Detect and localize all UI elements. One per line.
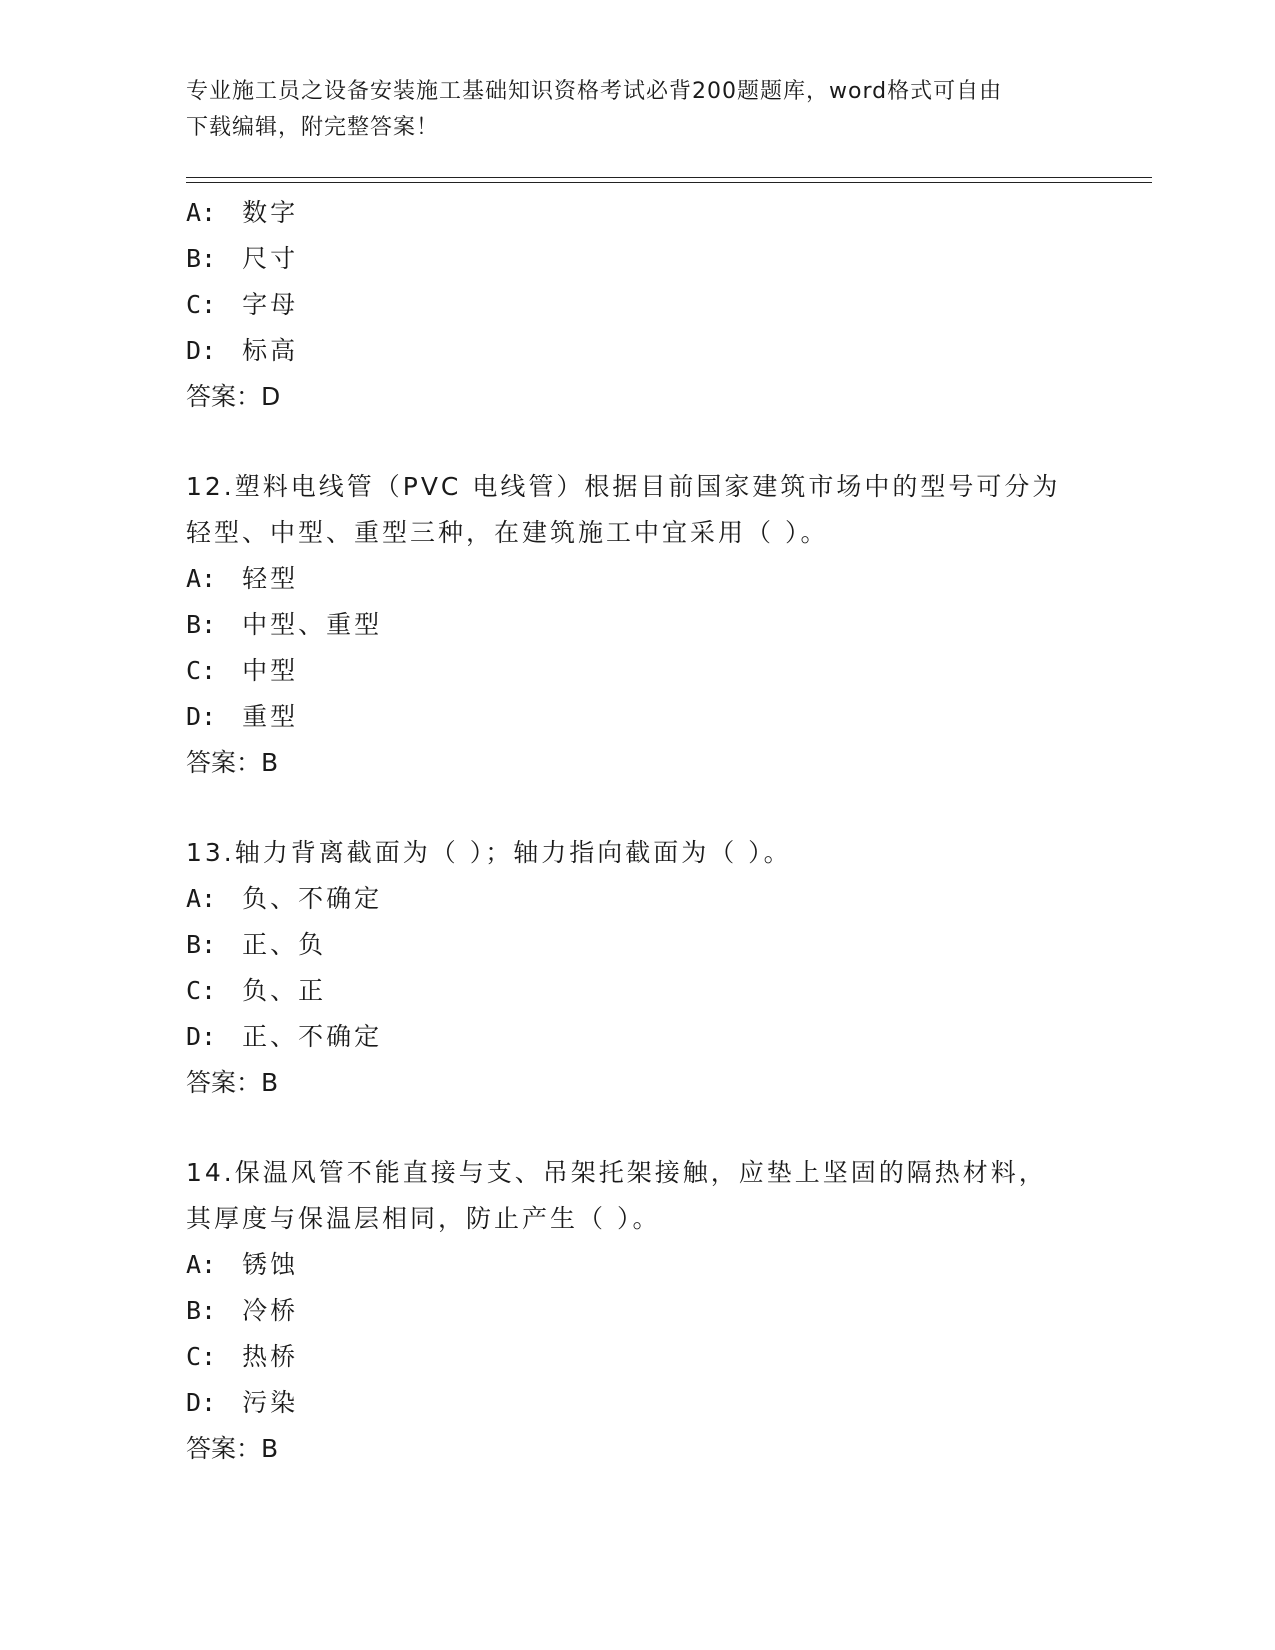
question-text-line-2: 其厚度与保温层相同，防止产生（ ）。 xyxy=(186,1204,661,1233)
option-text: 负、正 xyxy=(242,976,327,1005)
option-letter: A: xyxy=(186,198,217,227)
question-list xyxy=(186,190,1086,1472)
option-d xyxy=(186,328,1086,374)
option-b xyxy=(186,1288,1086,1334)
option-c xyxy=(186,648,1086,694)
option-text: 轻型 xyxy=(242,564,299,593)
answer-value: B xyxy=(261,1068,279,1097)
option-letter: D: xyxy=(186,702,217,731)
option-d xyxy=(186,1380,1086,1426)
question-block xyxy=(186,830,1086,1106)
question-text-line-1: 14.保温风管不能直接与支、吊架托架接触，应垫上坚固的隔热材料， xyxy=(186,1158,1047,1187)
option-letter: B: xyxy=(186,1296,217,1325)
option-c xyxy=(186,968,1086,1014)
option-letter: D: xyxy=(186,1022,217,1051)
answer-label: 答案： xyxy=(186,382,262,411)
answer-line xyxy=(186,374,1086,420)
option-letter: B: xyxy=(186,930,217,959)
option-text: 尺寸 xyxy=(242,244,299,273)
option-letter: A: xyxy=(186,564,217,593)
answer-line xyxy=(186,1426,1086,1472)
document-header xyxy=(186,74,1086,146)
question-block xyxy=(186,1150,1086,1472)
option-letter: C: xyxy=(186,1342,217,1371)
option-c xyxy=(186,1334,1086,1380)
option-a xyxy=(186,190,1086,236)
header-line-2: 下载编辑，附完整答案！ xyxy=(186,115,440,140)
option-text: 冷桥 xyxy=(242,1296,299,1325)
option-letter: D: xyxy=(186,1388,217,1417)
option-text: 污染 xyxy=(242,1388,299,1417)
answer-value: D xyxy=(261,382,281,411)
option-text: 锈蚀 xyxy=(242,1250,299,1279)
option-text: 正、不确定 xyxy=(242,1022,383,1051)
answer-label: 答案： xyxy=(186,1434,262,1463)
option-text: 热桥 xyxy=(242,1342,299,1371)
answer-value: B xyxy=(261,1434,279,1463)
option-letter: D: xyxy=(186,336,217,365)
answer-value: B xyxy=(261,748,279,777)
option-letter: C: xyxy=(186,976,217,1005)
option-text: 重型 xyxy=(242,702,299,731)
option-b xyxy=(186,236,1086,282)
question-text-line-1: 13.轴力背离截面为（ ）；轴力指向截面为（ ）。 xyxy=(186,838,792,867)
option-text: 标高 xyxy=(242,336,299,365)
question-block xyxy=(186,190,1086,420)
option-a xyxy=(186,876,1086,922)
header-line-1: 专业施工员之设备安装施工基础知识资格考试必背200题题库，word格式可自由 xyxy=(186,79,1003,104)
question-text-line-1: 12.塑料电线管（PVC 电线管）根据目前国家建筑市场中的型号可分为 xyxy=(186,472,1061,501)
option-letter: A: xyxy=(186,1250,217,1279)
option-letter: B: xyxy=(186,244,217,273)
option-b xyxy=(186,922,1086,968)
question-block xyxy=(186,464,1086,786)
option-c xyxy=(186,282,1086,328)
option-text: 中型 xyxy=(242,656,299,685)
answer-label: 答案： xyxy=(186,748,262,777)
option-d xyxy=(186,694,1086,740)
header-divider-top xyxy=(186,177,1152,178)
option-letter: B: xyxy=(186,610,217,639)
option-a xyxy=(186,556,1086,602)
option-text: 负、不确定 xyxy=(242,884,383,913)
answer-line xyxy=(186,1060,1086,1106)
option-text: 中型、重型 xyxy=(242,610,383,639)
option-text: 数字 xyxy=(242,198,299,227)
question-text-line-2: 轻型、中型、重型三种，在建筑施工中宜采用（ ）。 xyxy=(186,518,829,547)
option-letter: C: xyxy=(186,656,217,685)
header-divider-bottom xyxy=(186,182,1152,183)
option-d xyxy=(186,1014,1086,1060)
answer-label: 答案： xyxy=(186,1068,262,1097)
option-b xyxy=(186,602,1086,648)
option-text: 字母 xyxy=(242,290,299,319)
option-letter: C: xyxy=(186,290,217,319)
answer-line xyxy=(186,740,1086,786)
option-a xyxy=(186,1242,1086,1288)
option-letter: A: xyxy=(186,884,217,913)
option-text: 正、负 xyxy=(242,930,327,959)
